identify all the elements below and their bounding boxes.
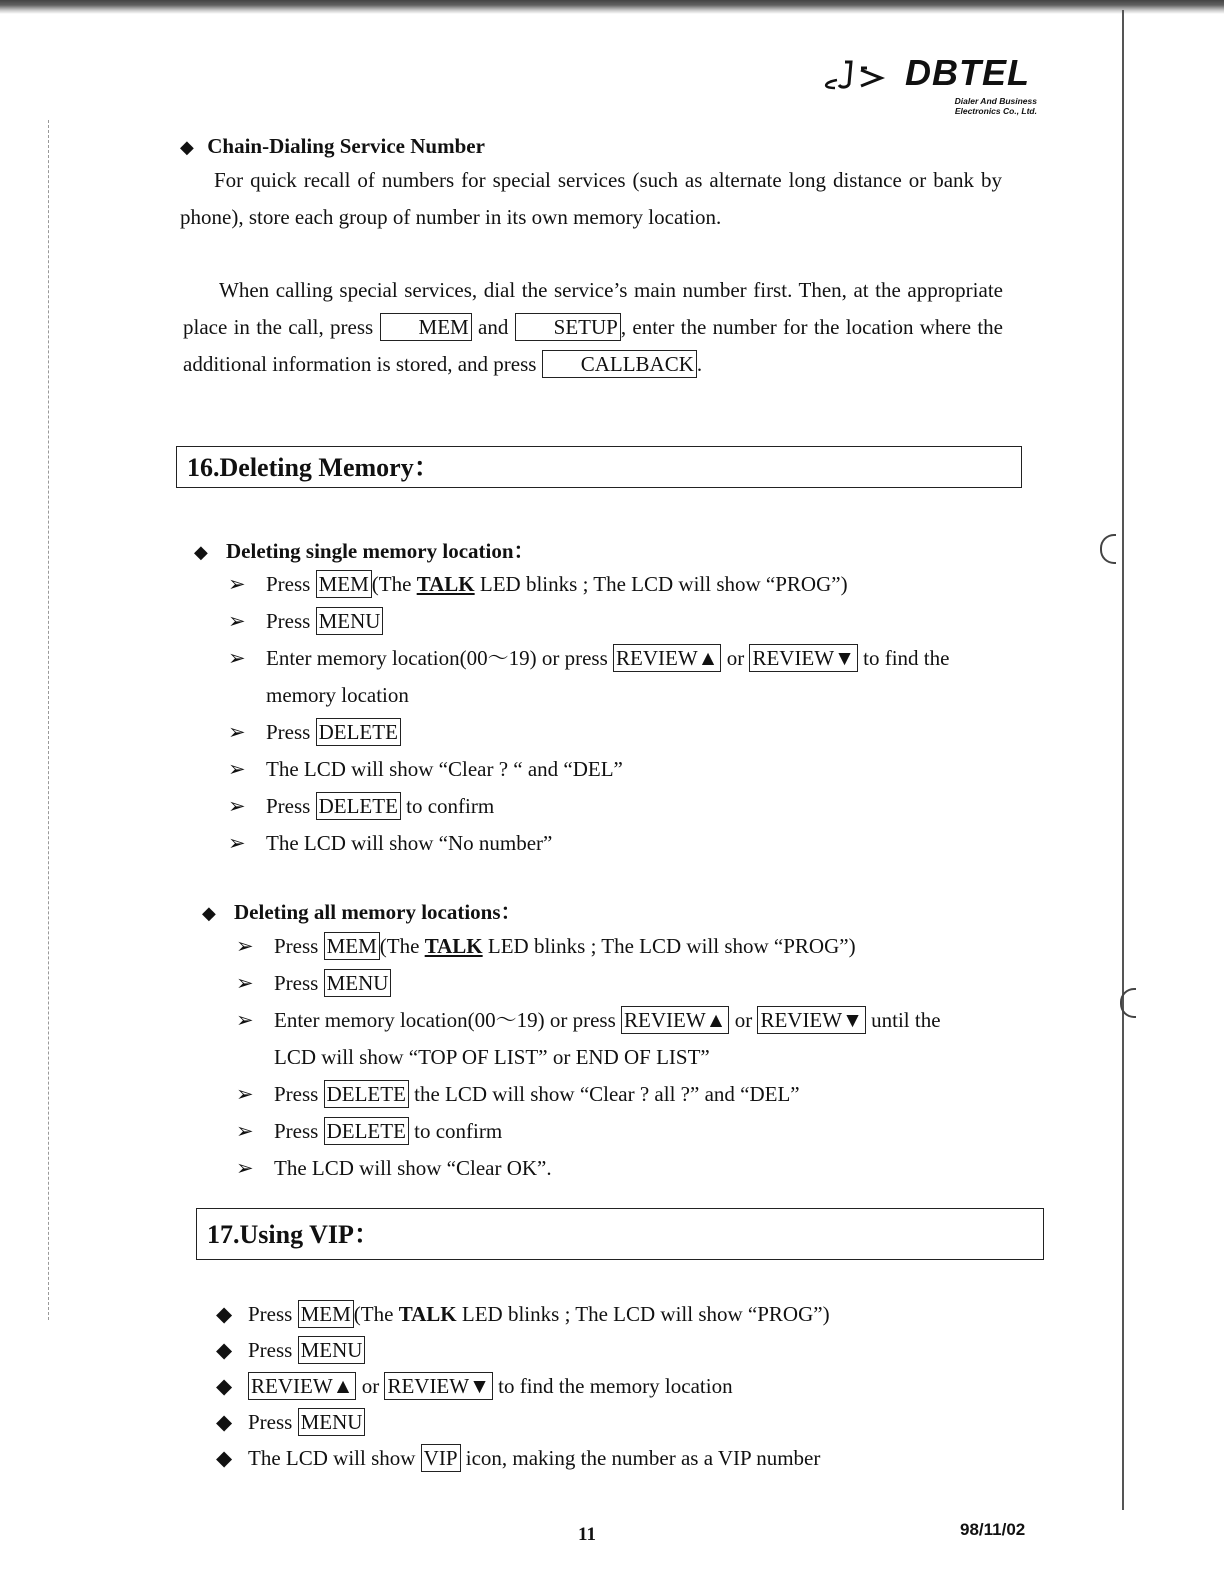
section-16-heading xyxy=(176,446,1022,488)
arrow-right-icon: ➢ xyxy=(228,831,246,855)
binder-hole-top xyxy=(1100,534,1116,564)
key-mem: MEM xyxy=(324,932,380,960)
step-text: Press xyxy=(248,1302,298,1326)
key-review-up: REVIEW▲ xyxy=(621,1006,729,1034)
talk-label: TALK xyxy=(416,572,475,596)
chain-p2-text-c: , enter the number for the location where the additional information is stored, and press xyxy=(183,315,1004,376)
single-delete-steps xyxy=(228,566,1028,862)
diamond-icon: ◆ xyxy=(216,1302,233,1326)
step-item xyxy=(236,1002,1036,1039)
section-16-heading-text: 16.Deleting Memory： xyxy=(187,453,440,482)
talk-label: TALK xyxy=(398,1302,457,1326)
key-review-down: REVIEW▼ xyxy=(749,644,857,672)
step-text: Press xyxy=(274,1082,324,1106)
step-text: Enter memory location(00～19) or press xyxy=(266,646,613,670)
company-logo xyxy=(815,52,1045,122)
section-17-heading-text: 17.Using VIP： xyxy=(207,1220,380,1249)
step-text: Press xyxy=(248,1410,298,1434)
key-mem: MEM xyxy=(380,313,472,341)
logo-subtitle-line1: Dialer And Business xyxy=(954,96,1037,106)
chain-dialing-p1-text: For quick recall of numbers for special services (such as alternate long distance or bank by phone), store each group of number in its own memory location. xyxy=(180,168,1002,229)
all-delete-title-text: Deleting all memory locations： xyxy=(234,900,522,924)
scan-edge-right xyxy=(1122,10,1126,1510)
key-setup: SETUP xyxy=(515,313,621,341)
key-delete: DELETE xyxy=(316,718,401,746)
step-text: Press xyxy=(248,1338,298,1362)
arrow-right-icon: ➢ xyxy=(236,1008,254,1032)
diamond-icon: ◆ xyxy=(216,1446,233,1470)
vip-step-item xyxy=(216,1440,1076,1476)
arrow-right-icon: ➢ xyxy=(228,646,246,670)
arrow-right-icon: ➢ xyxy=(236,1156,254,1180)
chain-p2-text-b: and xyxy=(471,315,515,339)
step-text: Press xyxy=(266,720,316,744)
key-delete: DELETE xyxy=(316,792,401,820)
step-item xyxy=(228,788,1028,825)
chain-dialing-paragraph-2 xyxy=(183,272,1003,383)
key-vip: VIP xyxy=(421,1444,461,1472)
step-item xyxy=(236,965,1036,1002)
arrow-right-icon: ➢ xyxy=(236,1119,254,1143)
chain-dialing-paragraph-1 xyxy=(180,162,1002,236)
scan-shadow xyxy=(0,0,1224,14)
arrow-right-icon: ➢ xyxy=(228,609,246,633)
step-item xyxy=(228,603,1028,640)
chain-p2-text-a: When calling special services, dial the service’s main number first. Then, at the appropriate place in the call, press xyxy=(183,278,1003,339)
step-text: to confirm xyxy=(408,1119,503,1143)
step-text: LCD will show “TOP OF LIST” or END OF LIST” xyxy=(274,1045,710,1069)
logo-subtitle-line2: Electronics Co., Ltd. xyxy=(954,106,1037,116)
arrow-right-icon: ➢ xyxy=(228,757,246,781)
key-menu: MENU xyxy=(324,969,392,997)
vip-step-item xyxy=(216,1332,1076,1368)
key-review-down: REVIEW▼ xyxy=(757,1006,865,1034)
step-text: until the xyxy=(865,1008,941,1032)
step-text: memory location xyxy=(266,683,409,707)
step-text: The LCD will show “Clear ? “ and “DEL” xyxy=(266,757,623,781)
step-text: The LCD will show xyxy=(248,1446,421,1470)
arrow-right-icon: ➢ xyxy=(236,934,254,958)
step-text: LED blinks ; The LCD will show “PROG”) xyxy=(456,1302,830,1326)
vip-step-item xyxy=(216,1368,1076,1404)
vip-steps xyxy=(216,1296,1076,1476)
key-review-up: REVIEW▲ xyxy=(248,1372,356,1400)
step-text: Press xyxy=(266,572,316,596)
step-text: (The xyxy=(379,934,425,958)
arrow-right-icon: ➢ xyxy=(236,971,254,995)
step-continuation xyxy=(228,677,1028,714)
arrow-right-icon: ➢ xyxy=(228,720,246,744)
arrow-right-icon: ➢ xyxy=(228,572,246,596)
step-item xyxy=(228,751,1028,788)
logo-subtitle xyxy=(907,96,1037,116)
key-menu: MENU xyxy=(298,1336,366,1364)
key-menu: MENU xyxy=(316,607,384,635)
chain-dialing-title-text: Chain-Dialing Service Number xyxy=(207,134,485,158)
scan-edge-left xyxy=(48,120,50,1320)
vip-step-item xyxy=(216,1404,1076,1440)
key-delete: DELETE xyxy=(324,1117,409,1145)
arrow-right-icon: ➢ xyxy=(236,1082,254,1106)
talk-label: TALK xyxy=(424,934,483,958)
step-text: Press xyxy=(266,794,316,818)
page-number: 11 xyxy=(578,1524,596,1545)
step-item xyxy=(236,1076,1036,1113)
step-text: the LCD will show “Clear ? all ?” and “DEL” xyxy=(408,1082,800,1106)
step-item xyxy=(228,566,1028,603)
single-delete-title-text: Deleting single memory location： xyxy=(226,539,535,563)
step-item xyxy=(236,928,1036,965)
all-delete-steps xyxy=(236,928,1036,1187)
diamond-icon: ◆ xyxy=(180,137,194,157)
step-text: Press xyxy=(266,609,316,633)
step-text: LED blinks ; The LCD will show “PROG”) xyxy=(482,934,856,958)
step-text: or xyxy=(721,646,750,670)
step-item xyxy=(236,1113,1036,1150)
vip-step-item xyxy=(216,1296,1076,1332)
step-continuation xyxy=(236,1039,1036,1076)
key-callback: CALLBACK xyxy=(542,350,697,378)
all-delete-title xyxy=(202,896,522,926)
footer-date: 98/11/02 xyxy=(960,1520,1026,1539)
step-text: LED blinks ; The LCD will show “PROG”) xyxy=(474,572,848,596)
step-text: The LCD will show “No number” xyxy=(266,831,553,855)
diamond-icon: ◆ xyxy=(202,903,216,923)
chain-p2-text-d: . xyxy=(696,352,703,376)
single-delete-title xyxy=(194,535,535,565)
logo-mark-icon xyxy=(815,54,895,94)
step-text: The LCD will show “Clear OK”. xyxy=(274,1156,552,1180)
chain-dialing-title xyxy=(180,134,485,159)
step-text: or xyxy=(356,1374,385,1398)
step-text: to find the xyxy=(857,646,950,670)
step-item xyxy=(228,714,1028,751)
step-item xyxy=(228,825,1028,862)
section-17-heading xyxy=(196,1208,1044,1260)
step-text: Press xyxy=(274,971,324,995)
diamond-icon: ◆ xyxy=(216,1338,233,1362)
step-text: Enter memory location(00～19) or press xyxy=(274,1008,621,1032)
step-text: (The xyxy=(371,572,417,596)
key-review-up: REVIEW▲ xyxy=(613,644,721,672)
step-item xyxy=(228,640,1028,677)
step-text: (The xyxy=(353,1302,399,1326)
step-text: or xyxy=(729,1008,758,1032)
step-text: to find the memory location xyxy=(492,1374,733,1398)
key-mem: MEM xyxy=(298,1300,354,1328)
diamond-icon: ◆ xyxy=(216,1374,233,1398)
step-text: icon, making the number as a VIP number xyxy=(460,1446,821,1470)
step-text: Press xyxy=(274,934,324,958)
key-menu: MENU xyxy=(298,1408,366,1436)
key-mem: MEM xyxy=(316,570,372,598)
diamond-icon: ◆ xyxy=(194,542,208,562)
logo-brand: DBTEL xyxy=(905,52,1030,93)
step-text: Press xyxy=(274,1119,324,1143)
step-item xyxy=(236,1150,1036,1187)
diamond-icon: ◆ xyxy=(216,1410,233,1434)
arrow-right-icon: ➢ xyxy=(228,794,246,818)
key-delete: DELETE xyxy=(324,1080,409,1108)
step-text: to confirm xyxy=(400,794,495,818)
key-review-down: REVIEW▼ xyxy=(384,1372,492,1400)
